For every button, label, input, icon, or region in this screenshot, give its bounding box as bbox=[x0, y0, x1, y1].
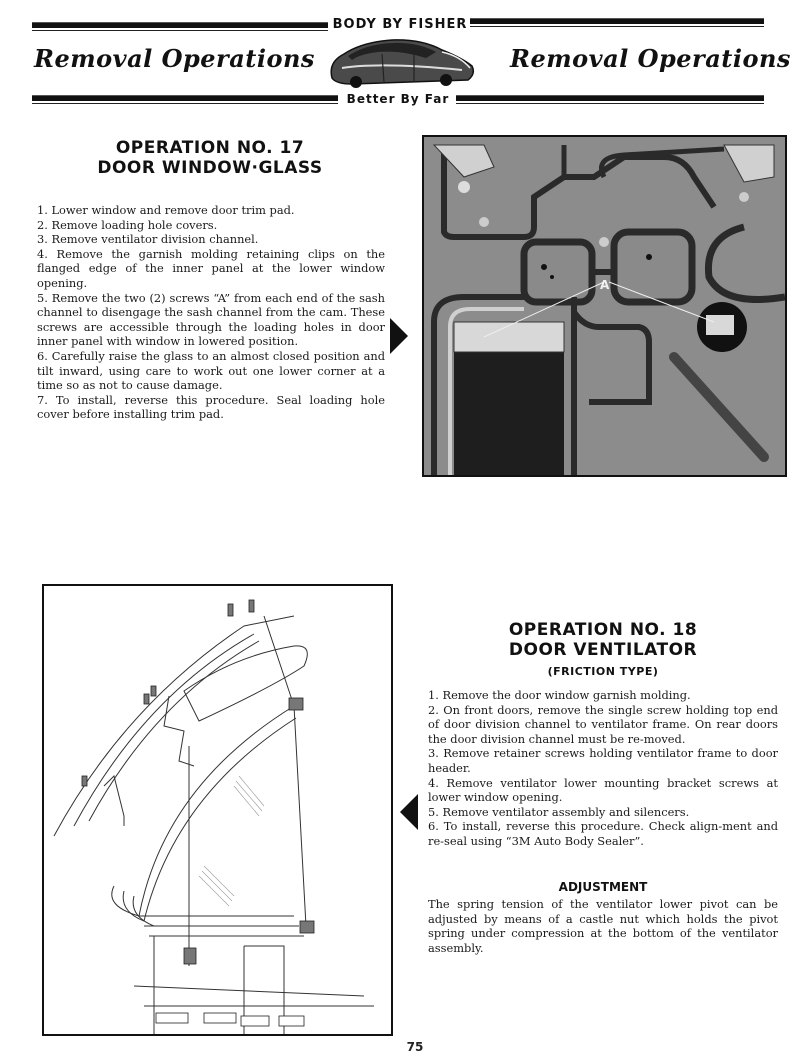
ventilator-diagram bbox=[44, 586, 391, 1034]
arrow-left-icon bbox=[400, 794, 418, 830]
adjustment-text bbox=[428, 897, 778, 955]
operation-18-title bbox=[428, 620, 778, 682]
operation-17-name: DOOR WINDOW·GLASS bbox=[97, 158, 323, 178]
step-item: 4. Remove the garnish molding retaining clips on the flanged edge of the inner panel at the lower window opening. bbox=[37, 246, 385, 290]
header-rule-bottom-right bbox=[456, 95, 764, 101]
header-rule-bottom-left bbox=[32, 95, 338, 101]
step-item: 5. Remove ventilator assembly and silencers. bbox=[428, 804, 690, 819]
operation-17-number: OPERATION NO. 17 bbox=[115, 138, 305, 158]
adjustment-paragraph: The spring tension of the ventilator lower pivot can be adjusted by means of a castle nut which holds the pivot spring under compression at the bottom of the ventilator assembly. bbox=[428, 897, 778, 955]
step-item: 4. Remove ventilator lower mounting bracket screws at lower window opening. bbox=[428, 775, 778, 805]
operation-17-steps bbox=[37, 203, 385, 422]
operation-18-type: (FRICTION TYPE) bbox=[547, 665, 659, 678]
brand-slogan: Better By Far bbox=[346, 92, 450, 106]
brand-name: BODY BY FISHER bbox=[332, 17, 468, 32]
step-item: 3. Remove retainer screws holding ventilator frame to door header. bbox=[428, 746, 778, 775]
section-title-left: Removal Operations bbox=[34, 44, 315, 73]
header-rule-top-right bbox=[470, 18, 764, 24]
ventilator-exploded-drawing bbox=[42, 584, 393, 1036]
operation-18-number: OPERATION NO. 18 bbox=[508, 620, 698, 640]
car-logo-icon bbox=[322, 32, 478, 90]
step-item: 5. Remove the two (2) screws “A” from each end of the sash channel to disengage the sash channel from the cam. These screws are accessible through the loading holes in door inner panel with window in lowered position. bbox=[37, 290, 385, 349]
adjustment-heading: ADJUSTMENT bbox=[558, 880, 648, 894]
step-item: 3. Remove ventilator division channel. bbox=[37, 232, 259, 247]
door-panel-illustration bbox=[424, 137, 785, 475]
step-item: 2. Remove loading hole covers. bbox=[37, 217, 218, 232]
section-title-right: Removal Operations bbox=[510, 44, 791, 73]
step-item: 1. Remove the door window garnish molding. bbox=[428, 688, 691, 702]
step-item: 6. To install, reverse this procedure. Check align-ment and re-seal using “3M Auto Body Sealer”. bbox=[428, 819, 778, 848]
step-item: 2. On front doors, remove the single screw holding top end of door division channel to ventilator frame. On rear doors the door division channel must be re-moved. bbox=[428, 702, 778, 746]
arrow-right-icon bbox=[390, 318, 408, 354]
operation-18-steps bbox=[428, 688, 778, 849]
step-item: 7. To install, reverse this procedure. Seal loading hole cover before installing trim pad. bbox=[37, 392, 385, 422]
header-rule-top-left bbox=[32, 22, 328, 28]
door-panel-photo bbox=[422, 135, 787, 477]
page-number: 75 bbox=[406, 1040, 424, 1054]
step-item: 6. Carefully raise the glass to an almost closed position and tilt inward, using care to work out one lower corner at a time so as not to cause damage. bbox=[37, 348, 385, 393]
operation-17-title bbox=[40, 138, 380, 178]
operation-18-name: DOOR VENTILATOR bbox=[508, 640, 698, 660]
screw-label-a: A bbox=[600, 278, 610, 292]
step-item: 1. Lower window and remove door trim pad. bbox=[37, 203, 295, 217]
